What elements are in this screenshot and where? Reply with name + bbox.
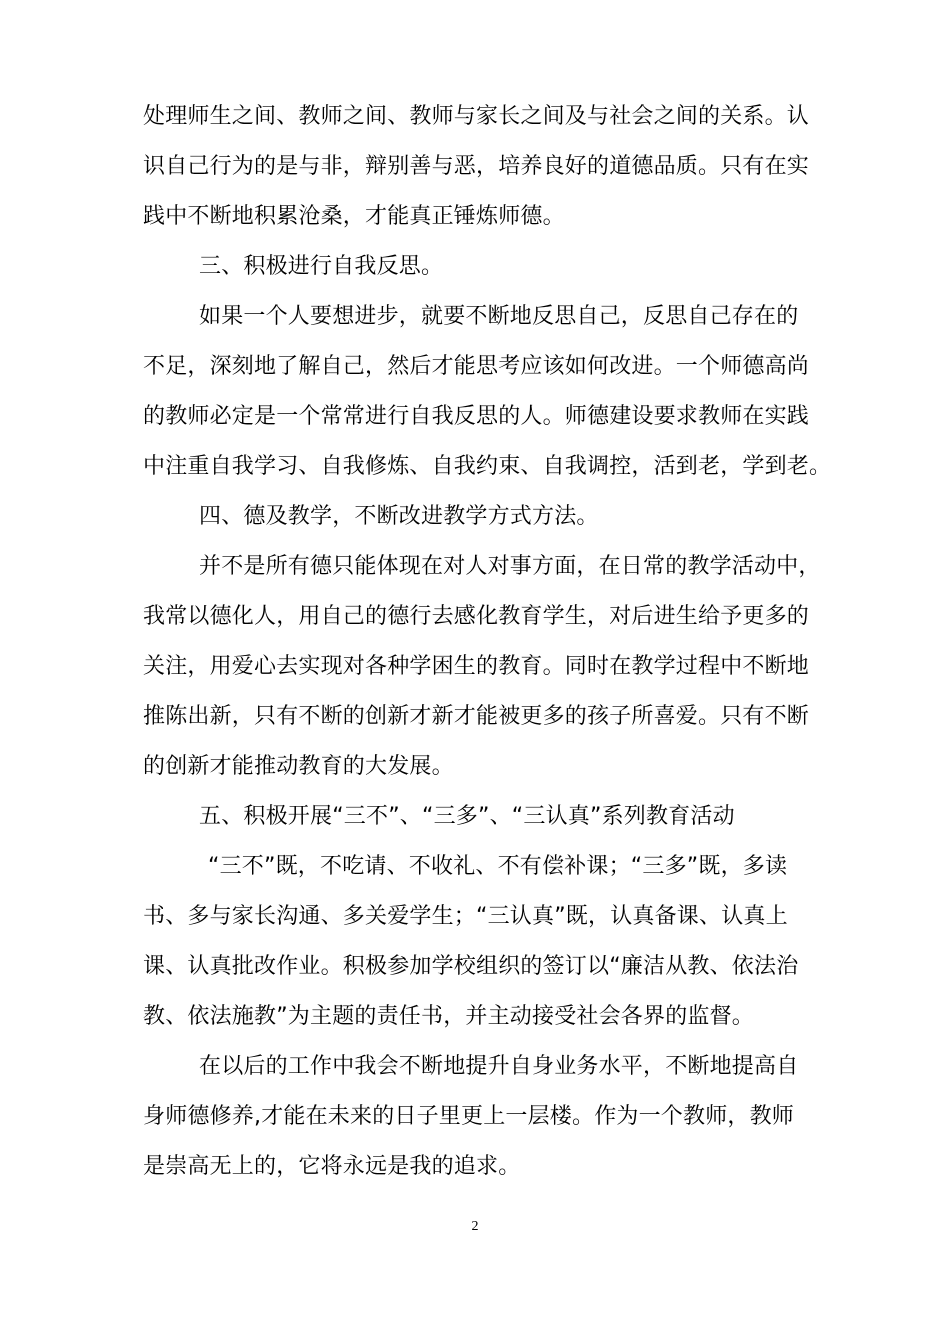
body-text-line: 课、认真批改作业。积极参加学校组织的签订以“廉洁从教、依法治 [143, 954, 799, 979]
section-heading: 三、积极进行自我反思。 [199, 254, 444, 279]
page-number: 2 [471, 1219, 479, 1234]
body-text-line: 身师德修养,才能在未来的日子里更上一层楼。作为一个教师，教师 [143, 1104, 794, 1129]
body-text-line: 关注，用爱心去实现对各种学困生的教育。同时在教学过程中不断地 [143, 654, 810, 679]
body-text-line: 识自己行为的是与非，辩别善与恶，培养良好的道德品质。只有在实 [143, 154, 810, 179]
body-text-line: 处理师生之间、教师之间、教师与家长之间及与社会之间的关系。认 [143, 104, 810, 129]
body-text-line: 我常以德化人，用自己的德行去感化教育学生，对后进生给予更多的 [143, 604, 810, 629]
body-text-line: 的教师必定是一个常常进行自我反思的人。师德建设要求教师在实践 [143, 404, 810, 429]
body-text-line: 不足，深刻地了解自己，然后才能思考应该如何改进。一个师德高尚 [143, 354, 810, 379]
body-text-line: 在以后的工作中我会不断地提升自身业务水平，不断地提高自 [199, 1054, 799, 1079]
section-heading: 五、积极开展“三不”、“三多”、“三认真”系列教育活动 [199, 804, 735, 829]
body-text-line: 践中不断地积累沧桑，才能真正锤炼师德。 [143, 204, 565, 229]
body-text-line: 中注重自我学习、自我修炼、自我约束、自我调控，活到老，学到老。 [143, 454, 832, 479]
body-text-line: 是崇高无上的，它将永远是我的追求。 [143, 1154, 521, 1179]
body-text-line: 如果一个人要想进步，就要不断地反思自己，反思自己存在的 [199, 304, 799, 329]
body-text-line: 教、依法施教”为主题的责任书，并主动接受社会各界的监督。 [143, 1004, 754, 1029]
body-text-line: 推陈出新，只有不断的创新才新才能被更多的孩子所喜爱。只有不断 [143, 704, 810, 729]
body-text-line: 书、多与家长沟通、多关爱学生；“三认真”既，认真备课、认真上 [143, 904, 788, 929]
body-text-line: “三不”既，不吃请、不收礼、不有偿补课；“三多”既，多读 [208, 854, 788, 879]
body-text-line: 的创新才能推动教育的大发展。 [143, 754, 454, 779]
section-heading: 四、德及教学，不断改进教学方式方法。 [199, 504, 599, 529]
body-text-line: 并不是所有德只能体现在对人对事方面，在日常的教学活动中， [199, 554, 821, 579]
